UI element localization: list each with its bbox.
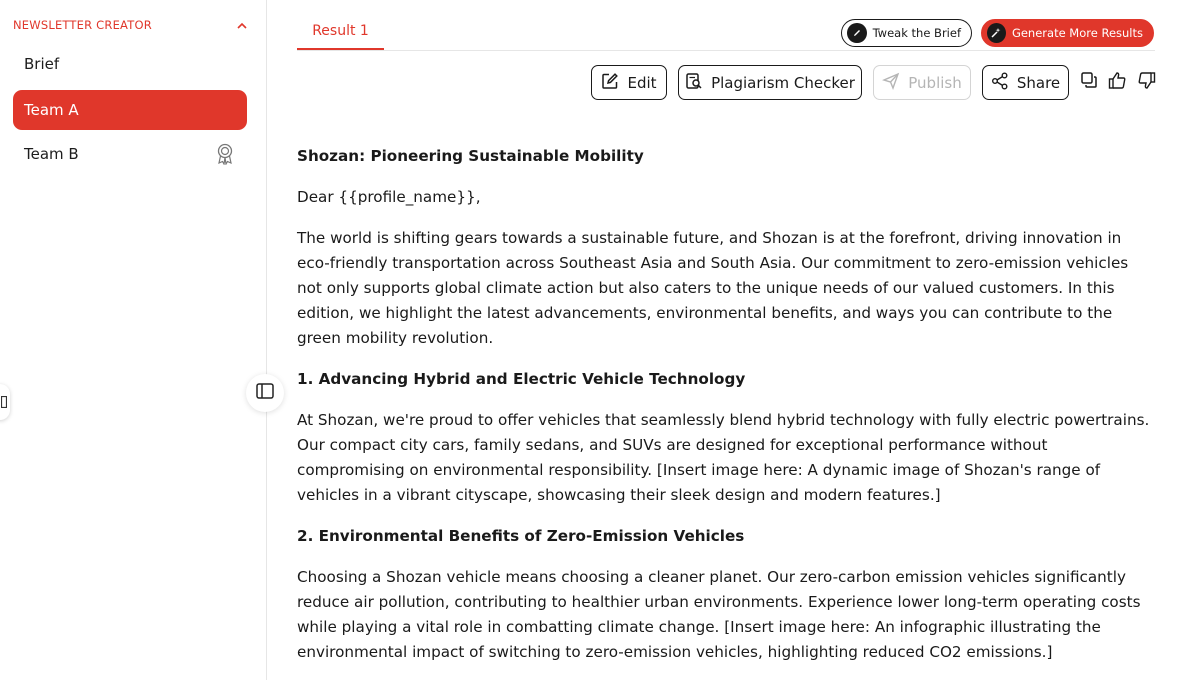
generate-more-button[interactable] xyxy=(981,19,1154,47)
sidebar xyxy=(0,0,267,680)
section-1-heading: 1. Advancing Hybrid and Electric Vehicle Technology xyxy=(297,370,746,388)
greeting: Dear {{profile_name}}, xyxy=(297,188,481,206)
sidebar-item-label: Brief xyxy=(24,55,60,73)
edit-button[interactable] xyxy=(591,65,667,100)
generate-more-label: Generate More Results xyxy=(1011,26,1143,40)
thumbs-down-button[interactable] xyxy=(1135,71,1157,93)
sidebar-item-brief[interactable] xyxy=(13,44,247,84)
collapse-sidebar-button[interactable] xyxy=(246,374,284,412)
edit-label: Edit xyxy=(627,73,657,92)
sidebar-toggle-icon xyxy=(256,383,274,403)
chevron-up-icon[interactable] xyxy=(235,18,249,32)
plagiarism-checker-label: Plagiarism Checker xyxy=(711,73,855,92)
share-button[interactable] xyxy=(982,65,1069,100)
edit-icon xyxy=(601,72,619,94)
sidebar-title: NEWSLETTER CREATOR xyxy=(13,18,152,32)
share-label: Share xyxy=(1016,73,1061,92)
tab-result-1[interactable]: Result 1 xyxy=(297,18,384,50)
sidebar-item-label: Team A xyxy=(24,101,79,119)
share-icon xyxy=(991,72,1009,94)
intro-paragraph: The world is shifting gears towards a sustainable future, and Shozan is at the forefront, driving innovation in eco-friendly transportation across Southeast Asia and South Asia. Our commitment to zero-emission vehicles not only supports global climate action but also caters to the unique needs of our valued customers. In this edition, we highlight the latest advancements, environmental benefits, and ways you can contribute to the green mobility revolution. xyxy=(297,229,1129,347)
thumbs-up-button[interactable] xyxy=(1106,71,1128,93)
publish-label: Publish xyxy=(908,73,962,92)
copy-icon xyxy=(1080,71,1098,93)
section-2-body: Choosing a Shozan vehicle means choosing a cleaner planet. Our zero-carbon emission vehicles significantly reduce air pollution, contributing to healthier urban environments. Experience lower long-term operating costs while playing a vital role in combatting climate change. [Insert image here: An infographic illustrating the environmental impact of switching to zero-emission vehicles, highlighting reduced CO2 emissions.] xyxy=(297,568,1141,661)
section-2-heading: 2. Environmental Benefits of Zero-Emission Vehicles xyxy=(297,527,745,545)
sidebar-item-team-a[interactable] xyxy=(13,90,247,130)
tweak-brief-button[interactable] xyxy=(841,19,972,47)
tweak-brief-label: Tweak the Brief xyxy=(872,26,961,40)
copy-button[interactable] xyxy=(1078,71,1100,93)
send-icon xyxy=(882,72,900,94)
newsletter-title: Shozan: Pioneering Sustainable Mobility xyxy=(297,147,644,165)
thumbs-up-icon xyxy=(1108,71,1127,94)
document-search-icon xyxy=(685,72,703,94)
sidebar-item-team-b[interactable] xyxy=(13,134,247,174)
newsletter-content xyxy=(297,144,1157,680)
plagiarism-checker-button[interactable] xyxy=(678,65,862,100)
magic-wand-icon xyxy=(987,23,1006,43)
award-badge-icon xyxy=(214,143,236,165)
expand-panel-handle[interactable] xyxy=(0,384,10,420)
publish-button[interactable] xyxy=(873,65,971,100)
sidebar-item-label: Team B xyxy=(24,145,79,163)
section-1-body: At Shozan, we're proud to offer vehicles that seamlessly blend hybrid technology with fully electric powertrains. Our compact city cars, family sedans, and SUVs are designed for exceptional performance without compromising on environmental responsibility. [Insert image here: A dynamic image of Shozan's range of vehicles in a vibrant cityscape, showcasing their sleek design and modern features.] xyxy=(297,411,1150,504)
thumbs-down-icon xyxy=(1137,71,1156,94)
sidebar-header xyxy=(13,17,249,33)
pencil-icon xyxy=(847,23,867,43)
